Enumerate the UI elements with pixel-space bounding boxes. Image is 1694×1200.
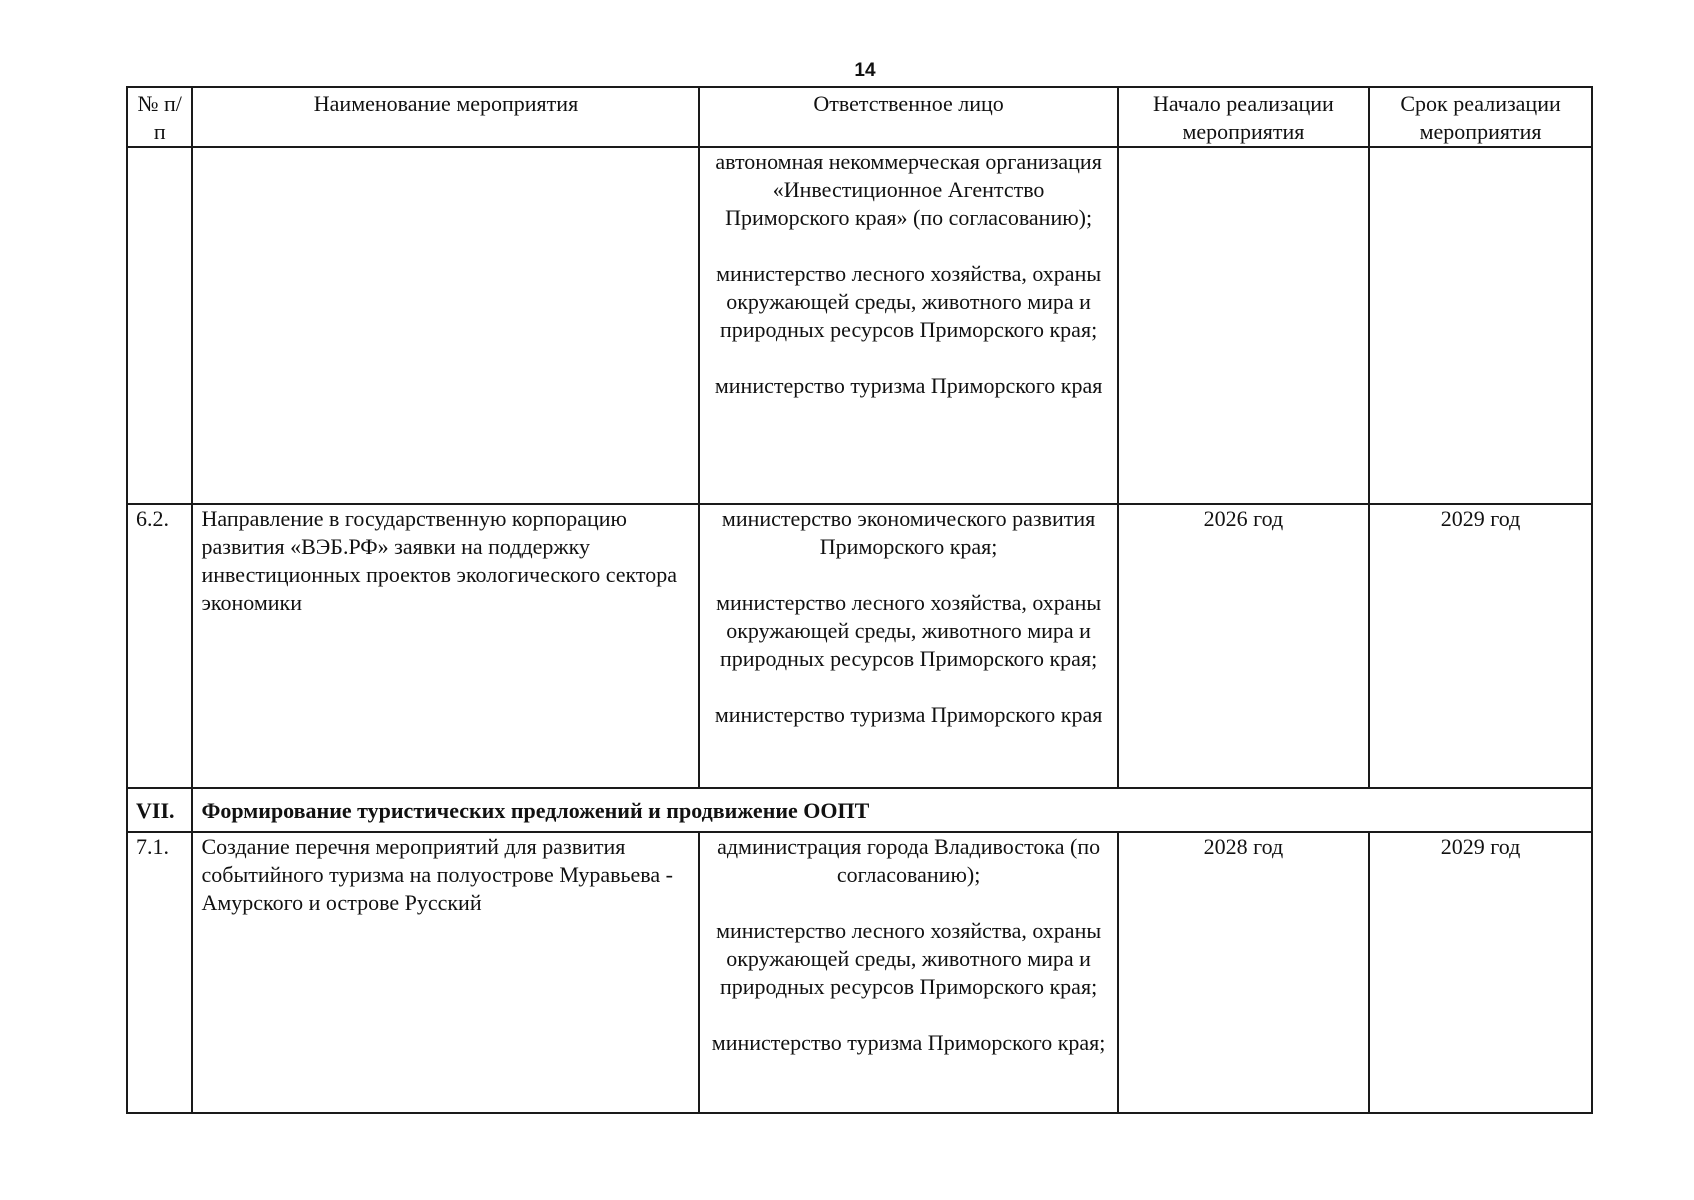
table-row xyxy=(127,504,1592,788)
header-end: Срок реализации мероприятия xyxy=(1369,87,1592,147)
section-row xyxy=(127,788,1592,832)
row-start: 2028 год xyxy=(1118,832,1369,1113)
row-responsible xyxy=(699,147,1117,504)
table-row xyxy=(127,832,1592,1113)
responsible-entry: министерство туризма Приморского края xyxy=(714,702,1103,727)
responsible-entry: министерство лесного хозяйства, охраны окружающей среды, животного мира и природных ресурсов Приморского края; xyxy=(716,918,1102,999)
plan-table xyxy=(126,86,1593,1114)
row-start: 2026 год xyxy=(1118,504,1369,788)
section-num: VII. xyxy=(127,788,192,832)
section-title: Формирование туристических предложений и продвижение ООПТ xyxy=(192,788,1592,832)
row-responsible xyxy=(699,832,1117,1113)
row-responsible xyxy=(699,504,1117,788)
row-num: 6.2. xyxy=(127,504,192,788)
header-responsible: Ответственное лицо xyxy=(699,87,1117,147)
row-num: 7.1. xyxy=(127,832,192,1113)
responsible-entry: администрация города Владивостока (по согласованию); xyxy=(717,834,1101,887)
responsible-entry: министерство лесного хозяйства, охраны окружающей среды, животного мира и природных ресурсов Приморского края; xyxy=(716,590,1102,671)
row-name: Направление в государственную корпорацию развития «ВЭБ.РФ» заявки на поддержку инвестиционных проектов экологического сектора экономики xyxy=(192,504,699,788)
responsible-entry: министерство туризма Приморского края xyxy=(714,373,1103,398)
responsible-entry: министерство туризма Приморского края; xyxy=(711,1030,1106,1055)
row-end: 2029 год xyxy=(1369,504,1592,788)
row-name: Создание перечня мероприятий для развития событийного туризма на полуострове Муравьева - Амурского и острове Русский xyxy=(192,832,699,1113)
row-start xyxy=(1118,147,1369,504)
header-name: Наименование мероприятия xyxy=(192,87,699,147)
header-start: Начало реализации мероприятия xyxy=(1118,87,1369,147)
table-row xyxy=(127,147,1592,504)
responsible-entry: министерство лесного хозяйства, охраны окружающей среды, животного мира и природных ресурсов Приморского края; xyxy=(716,261,1102,342)
responsible-entry: автономная некоммерческая организация «Инвестиционное Агентство Приморского края» (по согласованию); xyxy=(715,149,1102,230)
table-header-row xyxy=(127,87,1592,147)
row-end xyxy=(1369,147,1592,504)
row-end: 2029 год xyxy=(1369,832,1592,1113)
row-name xyxy=(192,147,699,504)
row-num xyxy=(127,147,192,504)
responsible-entry: министерство экономического развития Приморского края; xyxy=(721,506,1096,559)
page-number: 14 xyxy=(854,60,876,81)
header-num: № п/п xyxy=(127,87,192,147)
